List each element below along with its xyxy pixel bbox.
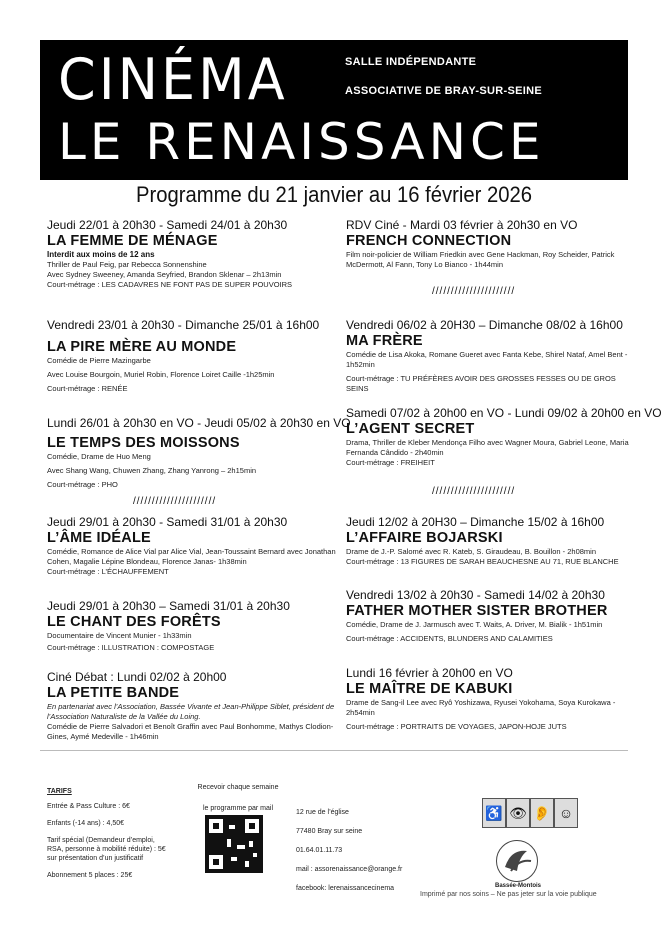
- movie-title: L’ÂME IDÉALE: [47, 530, 151, 546]
- movie-block: [346, 666, 636, 732]
- cinema-logo-line1: CINÉMA: [58, 46, 288, 113]
- qr-finder-dot: [249, 823, 255, 829]
- movie-title: LE MAÎTRE DE KABUKI: [346, 681, 513, 697]
- movie-cast: Avec Shang Wang, Chuwen Zhang, Zhang Yanrong – 2h15min: [47, 466, 257, 475]
- movie-title: L’AGENT SECRET: [346, 421, 475, 437]
- short-film: Court-métrage : L’ÉCHAUFFEMENT: [47, 567, 169, 576]
- short-film: Court-métrage : 13 FIGURES DE SARAH BEAUCHESNE AU 71, RUE BLANCHE: [346, 557, 619, 566]
- footer-divider: [40, 750, 628, 751]
- qr-module: [231, 857, 237, 861]
- qr-module: [249, 841, 253, 847]
- short-film: Court-métrage : LES CADAVRES NE FONT PAS DE SUPER POUVOIRS: [47, 280, 293, 289]
- dept-label: Bassée-Montois: [494, 883, 541, 889]
- movie-date: Jeudi 12/02 à 20H30 – Dimanche 15/02 à 16h00: [346, 515, 605, 529]
- address-street: 12 rue de l’église: [296, 809, 349, 816]
- movie-partner: En partenariat avec l’Association, Bassée Vivante et Jean-Philippe Siblet, président de l’Association Naturaliste de la Vallée du Loing.: [47, 702, 335, 721]
- movie-block: [47, 515, 337, 577]
- movie-block: [346, 218, 636, 270]
- short-film: Court-métrage : TU PRÉFÈRES AVOIR DES GROSSES FESSES OU DE GROS SEINS: [346, 374, 616, 393]
- movie-block: [346, 588, 636, 644]
- qr-finder-dot: [213, 823, 219, 829]
- separator: //////////////////////: [133, 496, 217, 507]
- mental-disability-icon: ☺: [554, 798, 578, 828]
- tarifs-title: TARIFS: [47, 788, 72, 795]
- movie-info: Comédie de Pierre Mazingarbe: [47, 356, 151, 365]
- movie-info: Documentaire de Vincent Munier - 1h33min: [47, 631, 192, 640]
- movie-title: LA PIRE MÈRE AU MONDE: [47, 339, 237, 355]
- movie-date: RDV Ciné - Mardi 03 février à 20h30 en VO: [346, 218, 578, 232]
- movie-info: Comédie de Pierre Salvadori et Benoît Graffin avec Paul Bonhomme, Mathys Clodion-Gines, Aymé Medeville - 1h46min: [47, 722, 334, 741]
- tarifs-section: [47, 787, 172, 880]
- bassee-montois-logo-icon: [496, 840, 538, 882]
- movie-title: LE TEMPS DES MOISSONS: [47, 435, 240, 451]
- short-film: Court-métrage : ACCIDENTS, BLUNDERS AND CALAMITIES: [346, 634, 553, 643]
- movie-info: Comédie, Drame de J. Jarmusch avec T. Waits, A. Driver, M. Bialik - 1h51min: [346, 620, 603, 629]
- tarif-line: Entrée & Pass Culture : 6€: [47, 803, 130, 810]
- short-film: Court-métrage : PORTRAITS DE VOYAGES, JAPON-HOJE JUTS: [346, 722, 567, 731]
- imprint-notice: Imprimé par nos soins – Ne pas jeter sur la voie publique: [420, 891, 597, 898]
- short-film: Court-métrage : RENÉE: [47, 384, 128, 393]
- short-film: Court-métrage : ILLUSTRATION : COMPOSTAGE: [47, 643, 215, 652]
- qr-module: [253, 853, 257, 857]
- movie-block: [346, 406, 662, 468]
- qr-module: [237, 845, 245, 849]
- movie-block: [47, 218, 337, 290]
- address-city: 77480 Bray sur seine: [296, 828, 363, 835]
- movie-title: FRENCH CONNECTION: [346, 233, 512, 249]
- cinema-logo-line2: LE RENAISSANCE: [58, 113, 545, 171]
- movie-info: Comédie de Lisa Akoka, Romane Gueret avec Fanta Kebe, Shirel Nataf, Amel Bent - 1h52min: [346, 350, 628, 369]
- qr-code[interactable]: [205, 815, 263, 873]
- movie-block: [346, 318, 636, 394]
- movie-block: [47, 670, 337, 742]
- age-warning: Interdit aux moins de 12 ans: [47, 250, 155, 259]
- phone-number: 01.64.01.11.73: [296, 847, 343, 854]
- movie-cast: Avec Sydney Sweeney, Amanda Seyfried, Brandon Sklenar – 2h13min: [47, 270, 282, 279]
- movie-block: [47, 416, 351, 490]
- separator: //////////////////////: [432, 286, 516, 297]
- movie-info: Comédie, Romance de Alice Vial par Alice Vial, Jean-Toussaint Bernard avec Jonathan Cohen, Magalie Lépine Blondeau, Florence Janas- 1h38min: [47, 547, 336, 566]
- header-subtitle-1: SALLE INDÉPENDANTE: [345, 56, 477, 68]
- separator: //////////////////////: [432, 486, 516, 497]
- tarif-line: Abonnement 5 places : 25€: [47, 872, 133, 879]
- movie-date: Lundi 26/01 à 20h30 en VO - Jeudi 05/02 à 20h30 en VO: [47, 416, 351, 430]
- visual-impairment-icon: 👁: [506, 798, 530, 828]
- movie-date: Jeudi 29/01 à 20h30 – Samedi 31/01 à 20h30: [47, 599, 290, 613]
- movie-date: Samedi 07/02 à 20h00 en VO - Lundi 09/02 à 20h00 en VO: [346, 406, 662, 420]
- movie-block: [346, 515, 636, 567]
- newsletter-text: [193, 783, 283, 813]
- movie-date: Vendredi 06/02 à 20H30 – Dimanche 08/02 à 16h00: [346, 318, 623, 332]
- movie-block: [47, 318, 337, 394]
- movie-date: Ciné Débat : Lundi 02/02 à 20h00: [47, 670, 227, 684]
- email-address[interactable]: mail : assorenaissance@orange.fr: [296, 866, 403, 873]
- wheelchair-access-icon: ♿: [482, 798, 506, 828]
- movie-block: [47, 599, 337, 653]
- movie-title: MA FRÈRE: [346, 333, 423, 349]
- tarif-line: Tarif spécial (Demandeur d’emploi, RSA, personne à mobilité réduite) : 5€ sur présentation d’un justificatif: [47, 837, 166, 862]
- movie-title: LA PETITE BANDE: [47, 685, 180, 701]
- movie-date: Jeudi 22/01 à 20h30 - Samedi 24/01 à 20h30: [47, 218, 288, 232]
- movie-title: LE CHANT DES FORÊTS: [47, 614, 221, 630]
- movie-date: Vendredi 23/01 à 20h30 - Dimanche 25/01 à 16h00: [47, 318, 320, 332]
- movie-info: Thriller de Paul Feig, par Rebecca Sonnenshine: [47, 260, 207, 269]
- qr-module: [245, 861, 249, 867]
- movie-date: Vendredi 13/02 à 20h30 - Samedi 14/02 à 20h30: [346, 588, 605, 602]
- address-section: [296, 808, 426, 893]
- movie-title: FATHER MOTHER SISTER BROTHER: [346, 603, 608, 619]
- movie-info: Drame de J.-P. Salomé avec R. Kateb, S. Giraudeau, B. Bouillon - 2h08min: [346, 547, 596, 556]
- qr-module: [227, 839, 231, 847]
- logo-graphic: [497, 841, 537, 881]
- newsletter-line: le programme par mail: [202, 805, 274, 812]
- qr-module: [229, 825, 235, 829]
- newsletter-line: Recevoir chaque semaine: [197, 784, 279, 791]
- facebook-link[interactable]: facebook: lerenaissancecinema: [296, 885, 395, 892]
- qr-finder-dot: [213, 859, 219, 865]
- short-film: Court-métrage : FREIHEIT: [346, 458, 435, 467]
- short-film: Court-métrage : PHO: [47, 480, 118, 489]
- movie-title: LA FEMME DE MÉNAGE: [47, 233, 218, 249]
- movie-info: Film noir-policier de William Friedkin avec Gene Hackman, Roy Scheider, Patrick McDermott, Al Fann, Tony Lo Bianco - 1h44min: [346, 250, 615, 269]
- tarif-line: Enfants (-14 ans) : 4,50€: [47, 820, 125, 827]
- hearing-impairment-icon: 👂: [530, 798, 554, 828]
- movie-info: Drame de Sang-il Lee avec Ryô Yoshizawa, Ryusei Yokohama, Soya Kurokawa - 2h54min: [346, 698, 616, 717]
- movie-date: Jeudi 29/01 à 20h30 - Samedi 31/01 à 20h30: [47, 515, 288, 529]
- movie-cast: Avec Louise Bourgoin, Muriel Robin, Florence Loiret Caille -1h25min: [47, 370, 275, 379]
- movie-info: Drama, Thriller de Kleber Mendonça Filho avec Wagner Moura, Gabriel Leone, Maria Fernanda Cândido - 2h40min: [346, 438, 629, 457]
- movie-info: Comédie, Drame de Huo Meng: [47, 452, 151, 461]
- program-title: Programme du 21 janvier au 16 février 2026: [135, 182, 533, 207]
- header-subtitle-2: ASSOCIATIVE DE BRAY-SUR-SEINE: [345, 85, 542, 97]
- movie-date: Lundi 16 février à 20h00 en VO: [346, 666, 513, 680]
- header-banner: [40, 40, 628, 180]
- movie-title: L’AFFAIRE BOJARSKI: [346, 530, 503, 546]
